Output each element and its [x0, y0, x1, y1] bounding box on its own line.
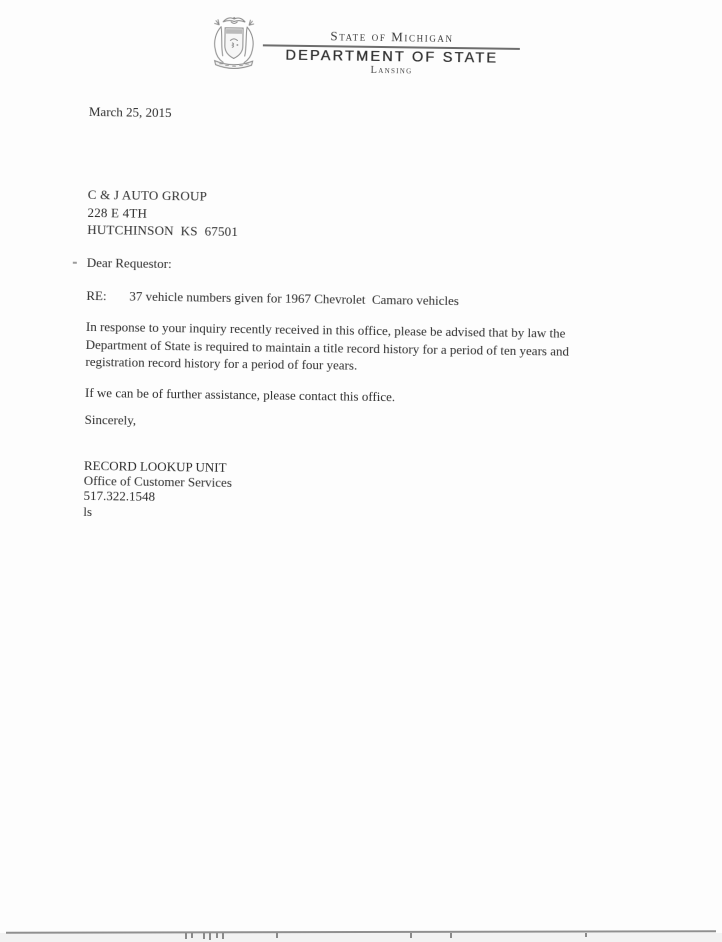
scan-speck [73, 262, 77, 264]
re-label: RE: [86, 287, 107, 304]
recipient-address: C & J AUTO GROUP 228 E 4TH HUTCHINSON KS 67501 [87, 186, 239, 240]
signature-block: RECORD LOOKUP UNIT Office of Customer Services 517.322.1548 ls [83, 457, 233, 519]
scan-bottom-zone [0, 933, 722, 942]
scan-edge-tick [276, 933, 278, 938]
salutation: Dear Requestor: [86, 254, 172, 272]
scan-edge-tick [209, 933, 211, 940]
body-paragraph-2: If we can be of further assistance, please contact this office. [84, 384, 396, 405]
scan-edge-tick [203, 933, 205, 939]
scan-edge-tick [585, 933, 587, 937]
scan-edge-tick [450, 933, 452, 938]
scan-edge-tick [410, 933, 412, 938]
date-line: March 25, 2015 [88, 103, 172, 121]
scan-edge-tick [222, 933, 224, 939]
scan-edge-tick [185, 933, 187, 939]
state-of-michigan-text: State of Michigan [330, 28, 454, 46]
scan-edge-tick [191, 933, 193, 938]
re-line [86, 287, 459, 310]
body-paragraph-1: In response to your inquiry recently received in this office, please be advised that by law the Department of State is required to maintain a title record history for a period of ten years and registration record history for a period of four years. [85, 318, 570, 373]
re-text: 37 vehicle numbers given for 1967 Chevrolet Camaro vehicles [129, 288, 460, 309]
department-of-state-text: DEPARTMENT OF STATE [285, 47, 499, 67]
lansing-text: Lansing [370, 64, 413, 77]
closing: Sincerely, [84, 411, 137, 428]
scan-edge-tick [216, 933, 218, 938]
